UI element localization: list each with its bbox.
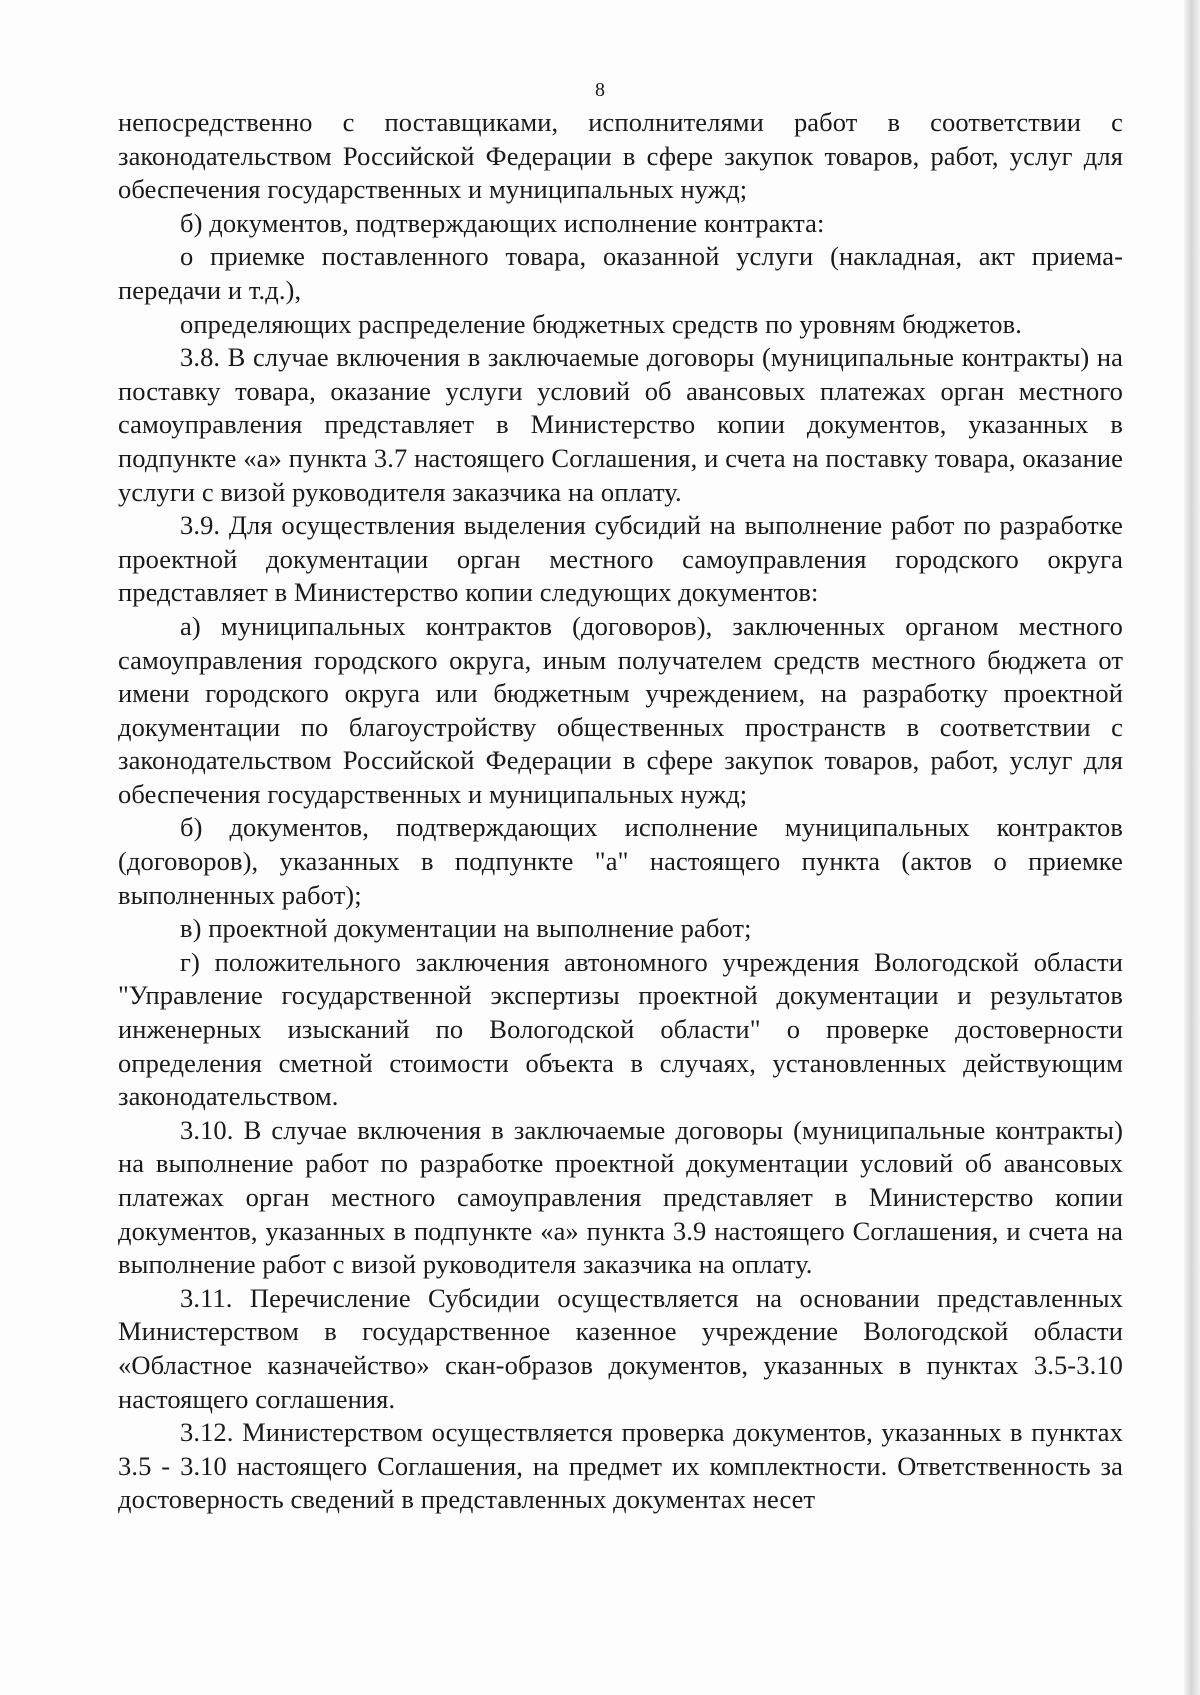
paragraph-3-10: 3.10. В случае включения в заключаемые договоры (муниципальные контракты) на выполнение работ по разработке проектной документации условий об авансовых платежах орган местного самоуправления представляет в Министерство копии документов, указанных в подпункте «а» пункта 3.9 настоящего Соглашения, и счета на выполнение работ с визой руководителя заказчика на оплату. [118, 1114, 1123, 1280]
paragraph-continuation: непосредственно с поставщиками, исполнителями работ в соответствии с законодательством Российской Федерации в сфере закупок товаров, работ, услуг для обеспечения государственных и муниципальных нужд; [118, 107, 1123, 205]
paragraph-3-12: 3.12. Министерством осуществляется проверка документов, указанных в пунктах 3.5 - 3.10 настоящего Соглашения, на предмет их комплектности. Ответственность за достоверность сведений в представленных документах несет [118, 1417, 1123, 1515]
paragraph-3-11: 3.11. Перечисление Субсидии осуществляется на основании представленных Министерством в государственное казенное учреждение Вологодской области «Областное казначейство» скан-образов документов, указанных в пунктах 3.5-3.10 настоящего соглашения. [118, 1282, 1123, 1414]
page-edge-shadow [1184, 0, 1200, 1695]
paragraph-3-9-a: а) муниципальных контрактов (договоров), заключенных органом местного самоуправления городского округа, иным получателем средств местного бюджета от имени городского округа или бюджетным учреждением, на разработку проектной документации по благоустройству общественных пространств в соответствии с законодательством Российской Федерации в сфере закупок товаров, работ, услуг для обеспечения государственных и муниципальных нужд; [118, 610, 1123, 809]
document-body [118, 106, 1123, 1517]
paragraph-acceptance: о приемке поставленного товара, оказанной услуги (накладная, акт приема-передачи и т.д.), [118, 241, 1123, 305]
paragraph-3-9-v: в) проектной документации на выполнение работ; [180, 913, 752, 944]
paragraph-subitem-b: б) документов, подтверждающих исполнение контракта: [180, 207, 825, 238]
page-number: 8 [595, 79, 605, 101]
paragraph-3-8: 3.8. В случае включения в заключаемые договоры (муниципальные контракты) на поставку товара, оказание услуги условий об авансовых платежах орган местного самоуправления представляет в Министерство копии документов, указанных в подпункте «а» пункта 3.7 настоящего Соглашения, и счета на поставку товара, оказание услуги с визой руководителя заказчика на оплату. [118, 342, 1123, 507]
paragraph-budget-distribution: определяющих распределение бюджетных средств по уровням бюджетов. [180, 308, 1022, 339]
paragraph-3-9-g: г) положительного заключения автономного учреждения Вологодской области "Управление государственной экспертизы проектной документации и результатов инженерных изысканий по Вологодской области" о проверке достоверности определения сметной стоимости объекта в случаях, установленных действующим законодательством. [118, 946, 1123, 1112]
paragraph-3-9-b: б) документов, подтверждающих исполнение муниципальных контрактов (договоров), указанных в подпункте "а" настоящего пункта (актов о приемке выполненных работ); [118, 812, 1123, 910]
paragraph-3-9: 3.9. Для осуществления выделения субсидий на выполнение работ по разработке проектной документации орган местного самоуправления городского округа представляет в Министерство копии следующих документов: [118, 510, 1123, 608]
